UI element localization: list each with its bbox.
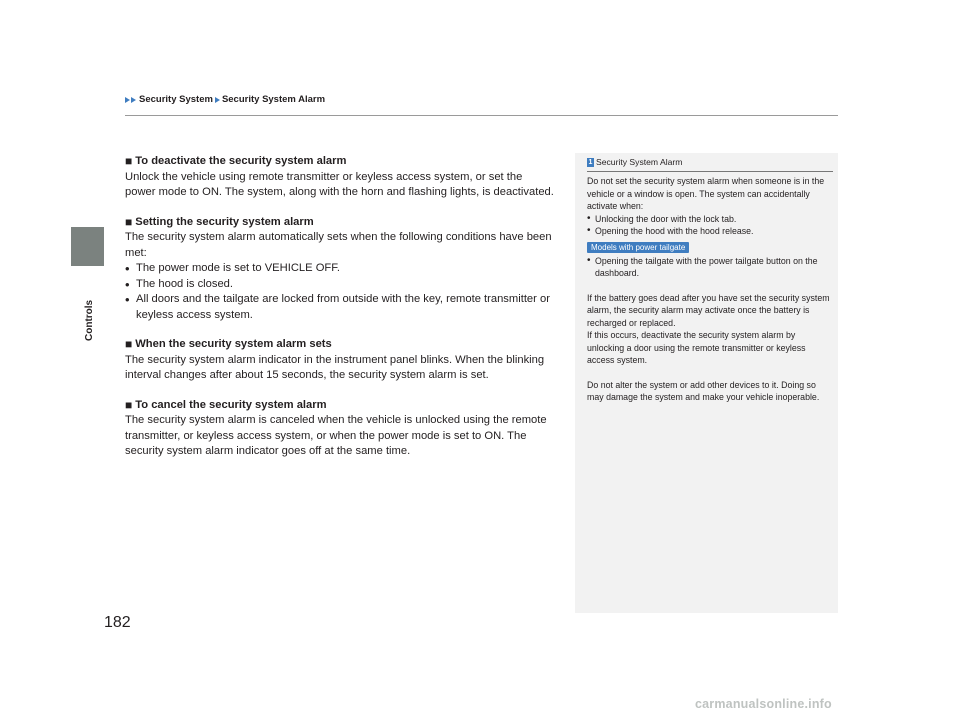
list-item xyxy=(587,255,832,280)
sidebar-title xyxy=(587,157,682,167)
list-item xyxy=(587,225,832,238)
bullet-icon: • xyxy=(125,292,130,307)
square-bullet-icon: ■ xyxy=(125,154,133,168)
section xyxy=(125,215,555,324)
square-bullet-icon: ■ xyxy=(125,214,133,229)
square-bullet-icon: ■ xyxy=(125,397,133,412)
section-paragraph: Unlock the vehicle using remote transmitter or keyless access system, or set the power mode to ON. The system, along with the horn and flashing lights, is deactivated. xyxy=(125,170,554,198)
sidebar-paragraph: Do not alter the system or add other devices to it. Doing so may damage the system and make your vehicle inoperable. xyxy=(587,379,820,402)
sidebar-note xyxy=(575,153,838,613)
sidebar-list xyxy=(587,255,832,280)
list-item xyxy=(125,277,555,293)
sidebar-rule xyxy=(587,171,833,172)
section-paragraph: The security system alarm automatically sets when the following conditions have been met: xyxy=(125,231,552,259)
arrow-right-icon xyxy=(125,97,130,103)
bullet-icon: • xyxy=(125,261,130,276)
list-item xyxy=(125,292,555,323)
list-item-text: The power mode is set to VEHICLE OFF. xyxy=(136,262,340,274)
list-item-text: Unlocking the door with the lock tab. xyxy=(595,213,737,224)
spacer xyxy=(587,280,832,292)
spacer xyxy=(587,367,832,379)
sidebar-paragraph: If the battery goes dead after you have set the security system alarm, the security alarm may activate once the battery is recharged or replaced. xyxy=(587,292,830,328)
section xyxy=(125,398,555,460)
side-tab-marker xyxy=(71,227,104,266)
section-heading-text: Setting the security system alarm xyxy=(135,215,314,228)
list-item-text: The hood is closed. xyxy=(136,277,234,290)
bullet-icon: • xyxy=(587,254,591,266)
section xyxy=(125,337,555,384)
condition-list xyxy=(125,261,555,323)
list-item-text: All doors and the tailgate are locked from outside with the key, remote transmitter or keyless access system. xyxy=(136,293,550,321)
square-bullet-icon: ■ xyxy=(125,337,133,351)
sidebar-title-text: Security System Alarm xyxy=(596,157,683,167)
section-heading-text: To deactivate the security system alarm xyxy=(135,155,347,167)
watermark: carmanualsonline.info xyxy=(695,697,832,711)
section-heading-text: When the security system alarm sets xyxy=(135,338,332,350)
sidebar-list xyxy=(587,213,832,238)
section xyxy=(125,154,555,201)
section-heading-text: To cancel the security system alarm xyxy=(135,398,327,411)
arrow-right-icon xyxy=(215,97,220,103)
sidebar-paragraph: Do not set the security system alarm when someone is in the vehicle or a window is open. The system can accidentally activate when: xyxy=(587,176,825,211)
section-heading xyxy=(125,215,555,231)
list-item xyxy=(587,213,832,226)
side-tab-label: Controls xyxy=(84,300,95,342)
main-content xyxy=(125,154,555,474)
section-heading xyxy=(125,337,555,353)
section-heading xyxy=(125,398,555,414)
section-paragraph: The security system alarm is canceled when the vehicle is unlocked using the remote transmitter, or keyless access system, or when the power mode is set to ON. The security system alarm indicator goes off at the same time. xyxy=(125,414,547,457)
list-item xyxy=(125,261,555,277)
page-number: 182 xyxy=(104,614,131,631)
bullet-icon: • xyxy=(587,212,591,224)
header-rule xyxy=(125,115,838,116)
breadcrumb-level1[interactable]: Security System xyxy=(139,94,213,105)
bullet-icon: • xyxy=(587,225,591,236)
breadcrumb xyxy=(125,94,325,105)
section-paragraph: The security system alarm indicator in the instrument panel blinks. When the blinking interval changes after about 15 seconds, the security system alarm is set. xyxy=(125,353,545,381)
sidebar-paragraph: If this occurs, deactivate the security system alarm by unlocking a door using the remote transmitter or keyless access system. xyxy=(587,330,806,365)
model-badge: Models with power tailgate xyxy=(587,242,689,253)
reference-number-icon: 1 xyxy=(588,158,593,166)
bullet-icon: • xyxy=(125,276,130,292)
arrow-right-icon xyxy=(131,97,136,103)
list-item-text: Opening the hood with the hood release. xyxy=(595,226,754,236)
list-item-text: Opening the tailgate with the power tailgate button on the dashboard. xyxy=(595,255,818,278)
section-heading xyxy=(125,154,555,170)
sidebar-body xyxy=(587,175,832,404)
breadcrumb-level2[interactable]: Security System Alarm xyxy=(221,94,326,105)
